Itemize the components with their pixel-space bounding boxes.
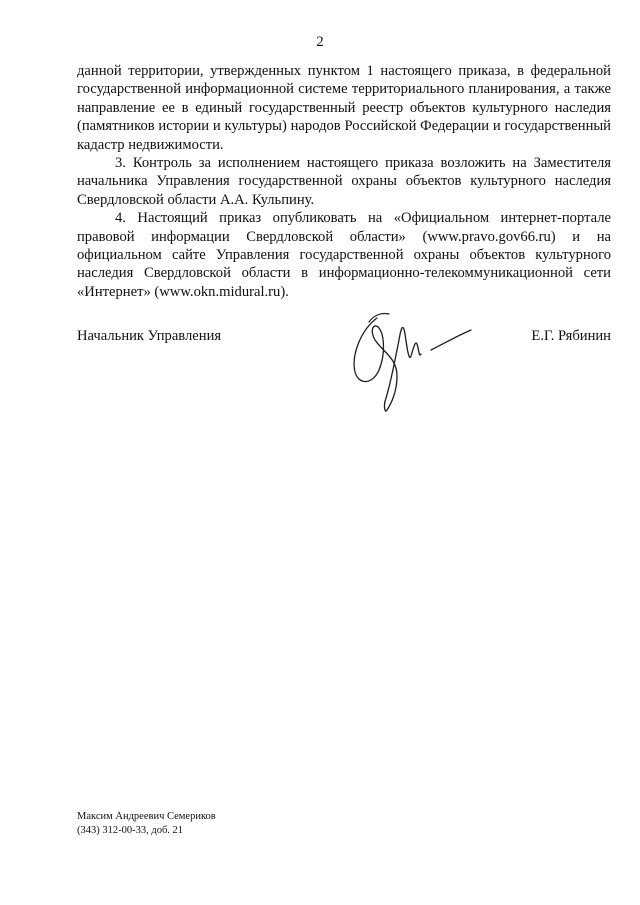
executor-name: Максим Андреевич Семериков <box>77 811 216 822</box>
handwritten-signature <box>339 300 499 430</box>
paragraph-continuation: данной территории, утвержденных пунктом 1 настоящего приказа, в федеральной государственной информационной системе территориального планирования, а также направление ее в единый государственный реестр объектов культурного наследия (памятников истории и культуры) народов Российской Федерации и государственный кадастр недвижимости. <box>77 63 611 153</box>
signature-block <box>77 322 611 442</box>
executor-phone: (343) 312-00-33, доб. 21 <box>77 824 184 836</box>
signatory-name: Е.Г. Рябинин <box>531 328 611 344</box>
page-number: 2 <box>316 34 324 50</box>
signatory-position: Начальник Управления <box>77 328 222 344</box>
document-body <box>77 62 611 301</box>
paragraph-3: 3. Контроль за исполнением настоящего приказа возложить на Заместителя начальника Управления государственной охраны объектов культурного наследия Свердловской области А.А. Кульпину. <box>77 155 611 208</box>
paragraph-4: 4. Настоящий приказ опубликовать на «Официальном интернет-портале правовой информации Свердловской области» (www.pravo.gov66.ru) и на официальном сайте Управления государственной охраны объектов культурного наследия Свердловской области в информационно-телекоммуникационной сети «Интернет» (www.okn.midural.ru). <box>77 210 611 300</box>
executor-info <box>77 810 216 837</box>
